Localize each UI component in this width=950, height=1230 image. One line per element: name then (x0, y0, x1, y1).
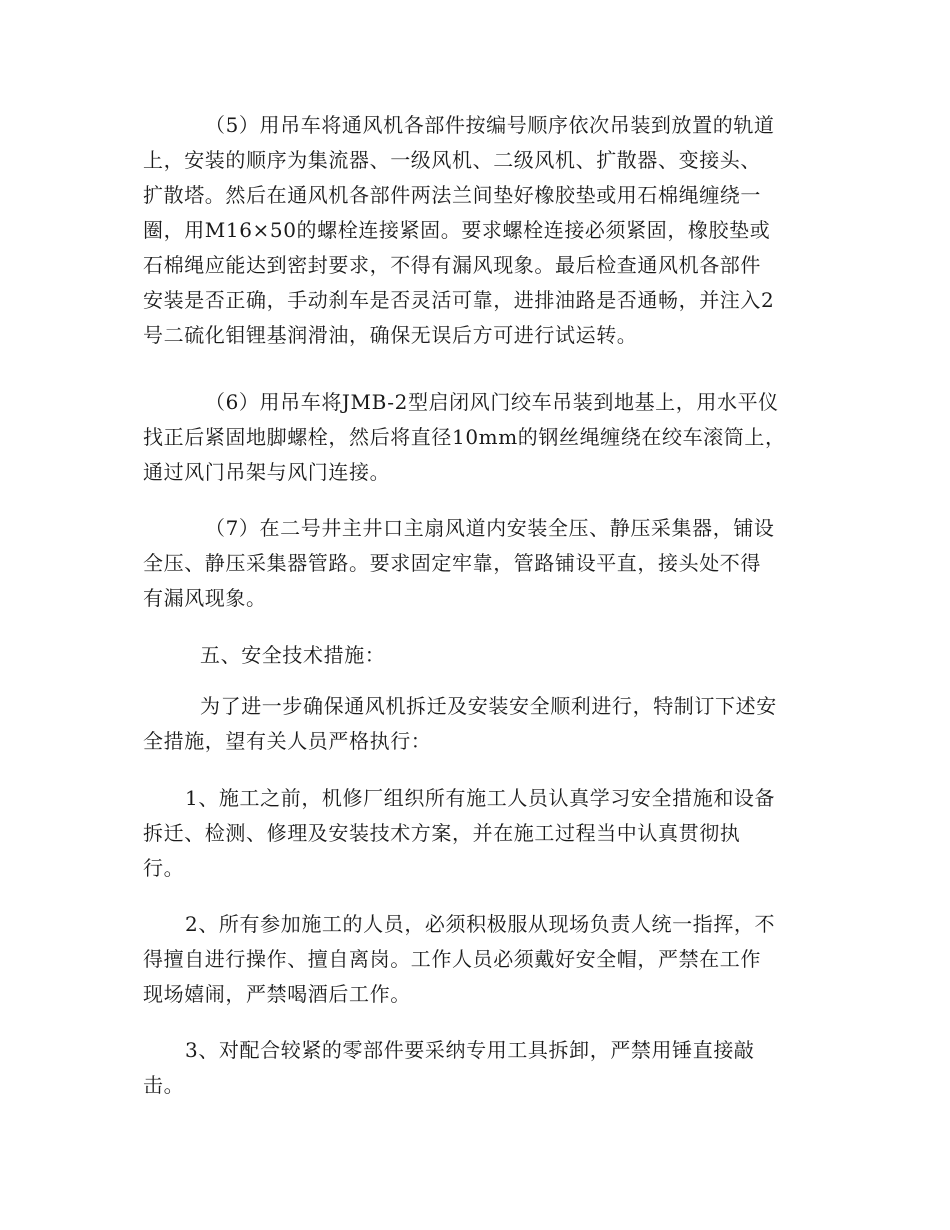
text-line: 拆迁、检测、修理及安装技术方案，并在施工过程当中认真贯彻执 (143, 821, 741, 845)
paragraph-measure-3 (143, 1033, 808, 1103)
text-line: （7）在二号井主井口主扇风道内安装全压、静压采集器，铺设 (205, 516, 775, 540)
text-line: 2、所有参加施工的人员，必须积极服从现场负责人统一指挥，不 (185, 912, 776, 936)
paragraph-intro (143, 689, 808, 759)
paragraph-step-6 (143, 385, 808, 490)
text-line: 通过风门吊架与风门连接。 (143, 460, 391, 484)
heading-text: 五、安全技术措施： (200, 643, 386, 667)
paragraph-step-7 (143, 511, 808, 616)
text-line: 安装是否正确，手动刹车是否灵活可靠，进排油路是否通畅，并注入2 (143, 288, 775, 312)
text-line: 全措施，望有关人员严格执行： (143, 729, 432, 753)
text-line: 找正后紧固地脚螺栓，然后将直径10mm的钢丝绳缠绕在绞车滚筒上， (143, 425, 786, 449)
text-line: 全压、静压采集器管路。要求固定牢靠，管路铺设平直，接头处不得 (143, 551, 761, 575)
text-line: 圈，用M16×50的螺栓连接紧固。要求螺栓连接必须紧固，橡胶垫或 (143, 218, 771, 242)
text-line: （6）用吊车将JMB-2型启闭风门绞车吊装到地基上，用水平仪 (205, 390, 779, 414)
text-line: 3、对配合较紧的零部件要采纳专用工具拆卸，严禁用锤直接敲 (185, 1038, 755, 1062)
text-line: 行。 (143, 856, 185, 880)
text-line: 为了进一步确保通风机拆迁及安装安全顺利进行，特制订下述安 (200, 694, 777, 718)
text-line: 1、施工之前，机修厂组织所有施工人员认真学习安全措施和设备 (185, 786, 776, 810)
text-line: 石棉绳应能达到密封要求，不得有漏风现象。最后检查通风机各部件 (143, 253, 761, 277)
text-line: 有漏风现象。 (143, 586, 267, 610)
text-line: 扩散塔。然后在通风机各部件两法兰间垫好橡胶垫或用石棉绳缠绕一 (143, 183, 761, 207)
paragraph-measure-2 (143, 907, 808, 1012)
paragraph-step-5 (143, 108, 808, 353)
paragraph-measure-1 (143, 781, 808, 886)
section-heading-safety-measures (143, 638, 808, 673)
text-line: 现场嬉闹，严禁喝酒后工作。 (143, 982, 411, 1006)
text-line: 号二硫化钼锂基润滑油，确保无误后方可进行试运转。 (143, 323, 638, 347)
text-line: 上，安装的顺序为集流器、一级风机、二级风机、扩散器、变接头、 (143, 148, 761, 172)
text-line: （5）用吊车将通风机各部件按编号顺序依次吊装到放置的轨道 (205, 113, 775, 137)
text-line: 击。 (143, 1073, 185, 1097)
text-line: 得擅自进行操作、擅自离岗。工作人员必须戴好安全帽，严禁在工作 (143, 947, 761, 971)
